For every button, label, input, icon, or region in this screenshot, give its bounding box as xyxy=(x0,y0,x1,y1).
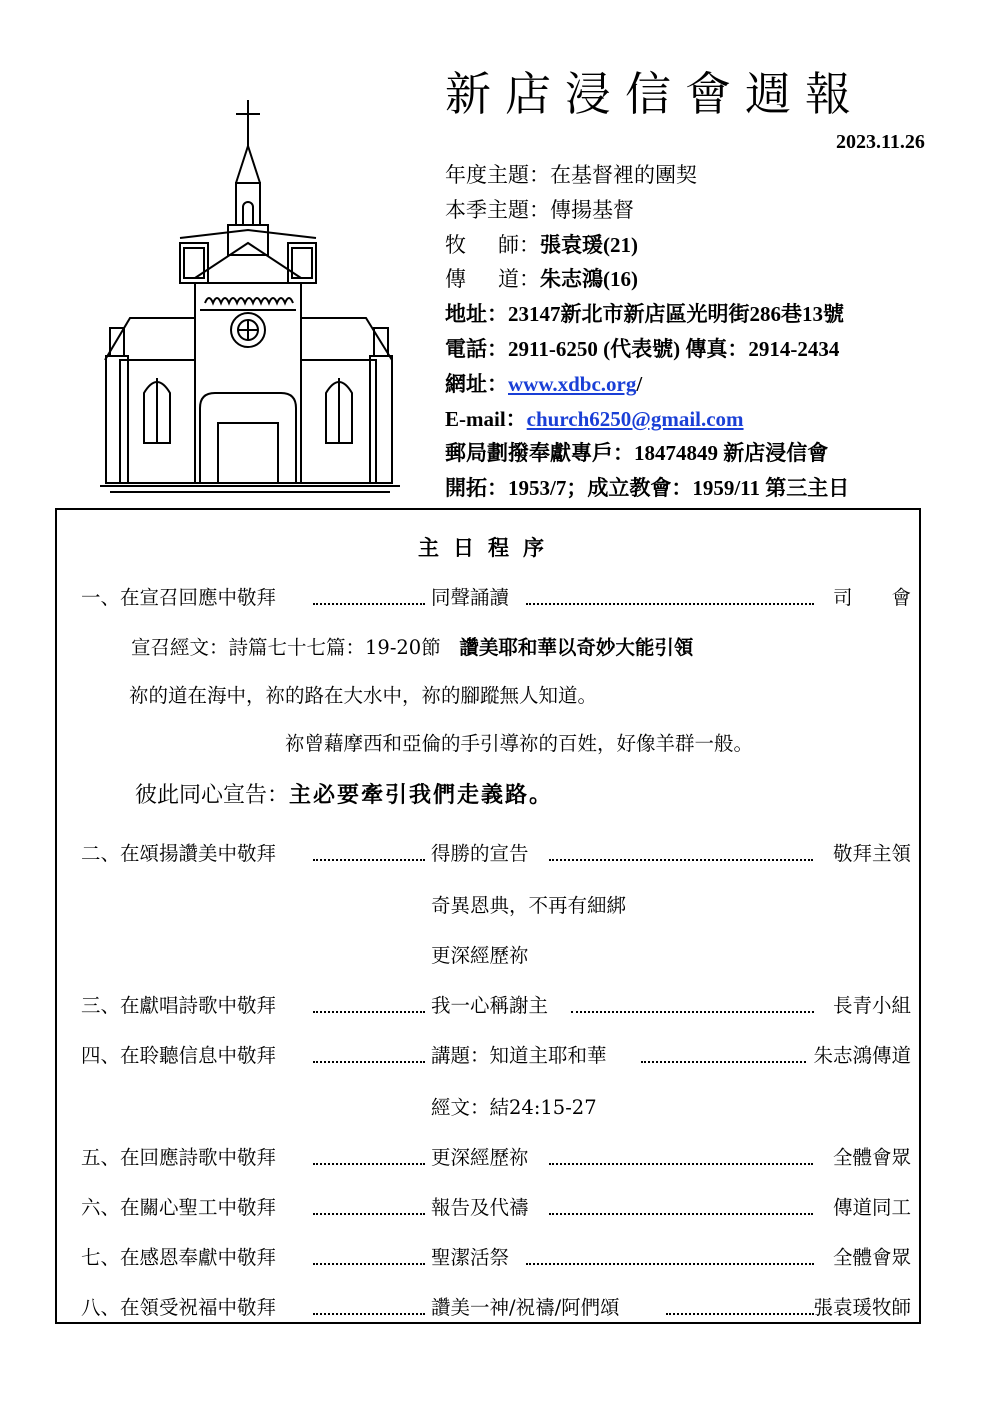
founding-text: 開拓：1953/7；成立教會：1959/11 第三主日 xyxy=(445,476,850,501)
email-link[interactable]: church6250@gmail.com xyxy=(526,406,744,431)
item-content: 講題：知道主耶和華 xyxy=(431,1044,607,1067)
website-suffix: / xyxy=(636,371,643,396)
preacher-name: 朱志鴻(16) xyxy=(540,267,638,292)
dot-leader xyxy=(549,1203,813,1215)
call-to-worship xyxy=(131,632,693,660)
email-label: E-mail： xyxy=(445,406,527,431)
program-item xyxy=(81,1192,911,1222)
dot-leader xyxy=(526,1253,814,1265)
program-item xyxy=(81,1292,911,1322)
website-row xyxy=(445,367,965,402)
program-item xyxy=(81,1142,911,1172)
item-label: 三、在獻唱詩歌中敬拜 xyxy=(81,994,277,1017)
church-illustration xyxy=(100,98,430,493)
declaration-label: 彼此同心宣告： xyxy=(135,783,290,808)
declaration-text: 主必要牽引我們走義路。 xyxy=(289,783,554,808)
dot-leader xyxy=(313,1203,425,1215)
program-title: 主日程序 xyxy=(418,536,558,560)
item-label: 八、在領受祝福中敬拜 xyxy=(81,1296,277,1319)
preacher-row xyxy=(445,262,965,297)
dot-leader xyxy=(549,849,813,861)
item-label: 五、在回應詩歌中敬拜 xyxy=(81,1146,277,1169)
dot-leader xyxy=(549,1153,813,1165)
item-content: 我一心稱謝主 xyxy=(431,994,549,1017)
item-role: 全體會眾 xyxy=(832,1246,911,1269)
address-text: 地址：23147新北市新店區光明街286巷13號 xyxy=(445,302,844,327)
dot-leader xyxy=(313,1303,425,1315)
bulletin-title: 新店浸信會週報 xyxy=(445,67,865,121)
item-label: 六、在關心聖工中敬拜 xyxy=(81,1196,277,1219)
item-role: 敬拜主領 xyxy=(832,842,911,865)
item-label: 四、在聆聽信息中敬拜 xyxy=(81,1044,277,1067)
dot-leader xyxy=(641,1051,806,1063)
phone-text: 電話：2911-6250 (代表號) 傳真：2914-2434 xyxy=(445,336,840,361)
phone xyxy=(445,332,965,367)
church-info xyxy=(445,158,965,506)
item-content: 同聲誦讀 xyxy=(431,586,510,609)
item-role: 傳道同工 xyxy=(832,1196,911,1219)
founding xyxy=(445,471,965,506)
dot-leader xyxy=(313,1051,425,1063)
dot-leader xyxy=(526,593,814,605)
program-item xyxy=(81,582,911,612)
pastor-label2: 師： xyxy=(498,232,540,257)
website-label: 網址： xyxy=(445,371,508,396)
pastor-row xyxy=(445,228,965,263)
item-role: 長青小組 xyxy=(832,994,911,1017)
item-content: 聖潔活祭 xyxy=(431,1246,510,1269)
dot-leader xyxy=(666,1303,814,1315)
call-ref: 宣召經文：詩篇七十七篇：19-20節 xyxy=(131,636,441,659)
item-label: 一、在宣召回應中敬拜 xyxy=(81,586,277,609)
pastor-label: 牧 xyxy=(445,232,466,257)
call-title: 讚美耶和華以奇妙大能引領 xyxy=(459,636,694,659)
program-item xyxy=(81,1242,911,1272)
program-item xyxy=(81,990,911,1020)
verse-line-1: 祢的道在海中，祢的路在大水中，祢的腳蹤無人知道。 xyxy=(129,684,598,707)
pastor-name: 張袁瑗(21) xyxy=(540,232,638,257)
postal-account xyxy=(445,436,965,471)
dot-leader xyxy=(313,1253,425,1265)
item-label: 二、在頌揚讚美中敬拜 xyxy=(81,842,277,865)
item-role: 張袁瑗牧師 xyxy=(813,1296,911,1319)
item-content: 報告及代禱 xyxy=(431,1196,529,1219)
scripture-reference: 經文：結24:15-27 xyxy=(431,1096,597,1119)
preacher-label2: 道： xyxy=(498,267,540,292)
dot-leader xyxy=(571,1001,814,1013)
item-content: 得勝的宣告 xyxy=(431,842,529,865)
preacher-label: 傳 xyxy=(445,267,466,292)
item-role: 全體會眾 xyxy=(832,1146,911,1169)
postal-text: 郵局劃撥奉獻專戶：18474849 新店浸信會 xyxy=(445,441,829,466)
program-box xyxy=(55,508,921,1324)
song-1: 奇異恩典，不再有細綁 xyxy=(431,894,627,917)
verse-line-2: 祢曾藉摩西和亞倫的手引導祢的百姓，好像羊群一般。 xyxy=(285,732,754,755)
item-role: 朱志鴻傳道 xyxy=(813,1044,911,1067)
address xyxy=(445,297,965,332)
declaration xyxy=(135,778,553,809)
song-2: 更深經歷祢 xyxy=(431,944,529,967)
program-item xyxy=(81,838,911,868)
program-item xyxy=(81,1040,911,1070)
dot-leader xyxy=(313,1153,425,1165)
item-label: 七、在感恩奉獻中敬拜 xyxy=(81,1246,277,1269)
email-row xyxy=(445,402,965,437)
item-content: 更深經歷祢 xyxy=(431,1146,529,1169)
bulletin-date: 2023.11.26 xyxy=(836,131,925,153)
season-theme: 本季主題：傳揚基督 xyxy=(445,197,634,222)
dot-leader xyxy=(313,849,425,861)
dot-leader xyxy=(313,1001,425,1013)
year-theme: 年度主題：在基督裡的團契 xyxy=(445,163,697,187)
website-link[interactable]: www.xdbc.org xyxy=(508,371,637,396)
dot-leader xyxy=(313,593,425,605)
item-role: 司 會 xyxy=(832,586,911,609)
item-content: 讚美一神/祝禱/阿們頌 xyxy=(431,1296,620,1319)
